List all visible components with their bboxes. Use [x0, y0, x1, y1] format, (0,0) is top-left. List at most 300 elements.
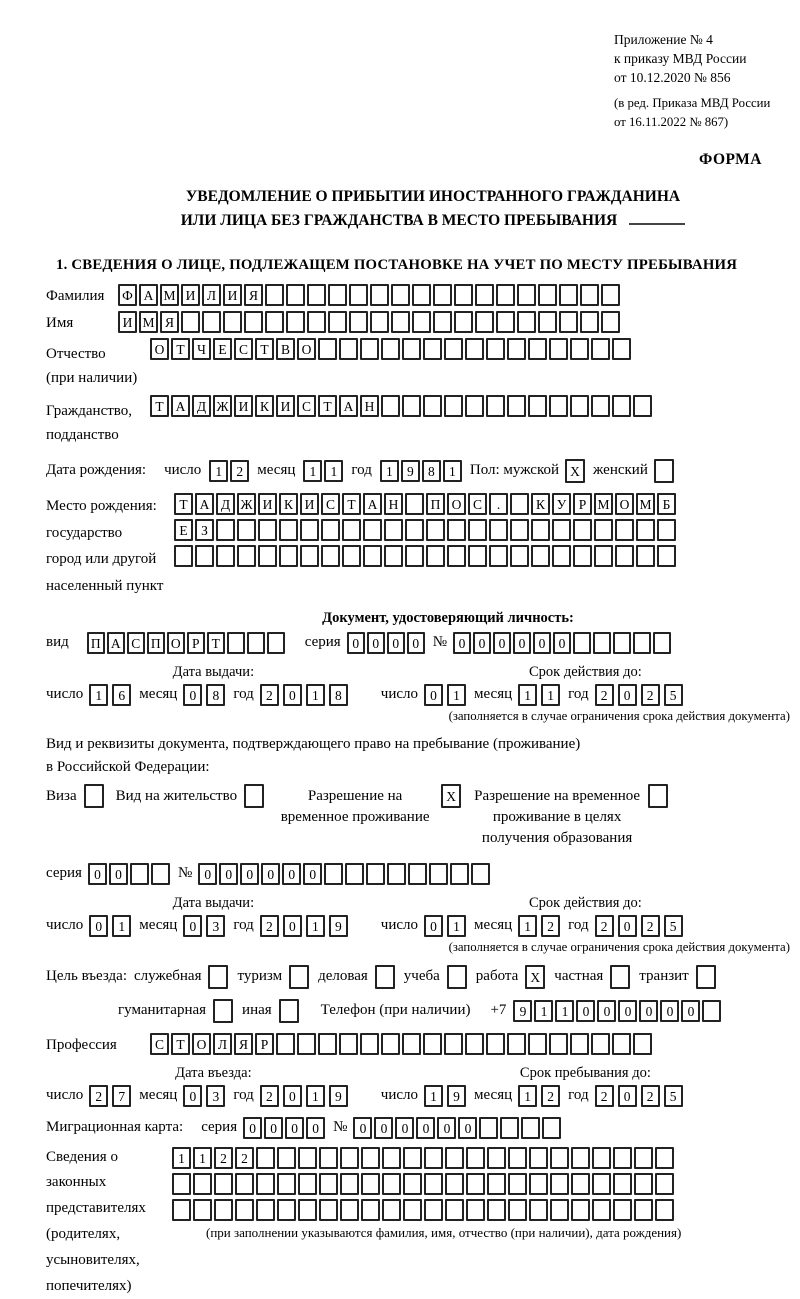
form-cell[interactable]: 1	[112, 915, 131, 937]
form-cell[interactable]	[321, 519, 340, 541]
form-cell[interactable]	[172, 1199, 191, 1221]
form-cell[interactable]: 0	[283, 1085, 302, 1107]
form-cell[interactable]: 0	[261, 863, 280, 885]
form-cell[interactable]	[486, 395, 505, 417]
form-cell[interactable]	[592, 1199, 611, 1221]
form-cell[interactable]: К	[279, 493, 298, 515]
form-cell[interactable]	[601, 311, 620, 333]
form-cell[interactable]	[468, 545, 487, 567]
form-cell[interactable]	[550, 1199, 569, 1221]
form-cell[interactable]	[426, 545, 445, 567]
form-cell[interactable]	[529, 1147, 548, 1169]
form-cell[interactable]	[298, 1147, 317, 1169]
purpose-official-checkbox[interactable]	[208, 965, 228, 989]
form-cell[interactable]	[571, 1199, 590, 1221]
form-cell[interactable]: 0	[387, 632, 405, 654]
form-cell[interactable]: 9	[513, 1000, 532, 1022]
form-cell[interactable]	[349, 284, 368, 306]
form-cell[interactable]	[570, 1033, 589, 1055]
purpose-private-checkbox[interactable]	[610, 965, 630, 989]
form-cell[interactable]	[580, 284, 599, 306]
form-cell[interactable]	[319, 1199, 338, 1221]
form-cell[interactable]	[286, 284, 305, 306]
purpose-transit-checkbox[interactable]	[696, 965, 716, 989]
form-cell[interactable]	[172, 1173, 191, 1195]
purpose-business-checkbox[interactable]	[375, 965, 395, 989]
form-cell[interactable]: Л	[213, 1033, 232, 1055]
form-cell[interactable]	[468, 519, 487, 541]
form-cell[interactable]: 2	[641, 684, 660, 706]
form-cell[interactable]	[342, 519, 361, 541]
form-cell[interactable]: 2	[541, 1085, 560, 1107]
form-cell[interactable]: 0	[513, 632, 531, 654]
form-cell[interactable]: 0	[618, 1000, 637, 1022]
form-cell[interactable]: 0	[458, 1117, 477, 1139]
form-cell[interactable]	[521, 1117, 540, 1139]
form-cell[interactable]	[424, 1199, 443, 1221]
form-cell[interactable]: М	[139, 311, 158, 333]
form-cell[interactable]	[381, 1033, 400, 1055]
form-cell[interactable]: К	[255, 395, 274, 417]
form-cell[interactable]	[360, 338, 379, 360]
form-cell[interactable]	[318, 338, 337, 360]
form-cell[interactable]	[298, 1199, 317, 1221]
form-cell[interactable]: Ж	[237, 493, 256, 515]
form-cell[interactable]	[517, 284, 536, 306]
form-cell[interactable]: 0	[597, 1000, 616, 1022]
form-cell[interactable]	[508, 1199, 527, 1221]
form-cell[interactable]	[549, 338, 568, 360]
form-cell[interactable]	[193, 1199, 212, 1221]
form-cell[interactable]	[256, 1147, 275, 1169]
form-cell[interactable]	[444, 395, 463, 417]
form-cell[interactable]	[655, 1199, 674, 1221]
form-cell[interactable]: И	[234, 395, 253, 417]
purpose-work-checkbox[interactable]: X	[525, 965, 545, 989]
form-cell[interactable]: А	[195, 493, 214, 515]
form-cell[interactable]: 0	[493, 632, 511, 654]
form-cell[interactable]	[531, 545, 550, 567]
form-cell[interactable]: 0	[639, 1000, 658, 1022]
form-cell[interactable]: 0	[681, 1000, 700, 1022]
form-cell[interactable]	[591, 395, 610, 417]
form-cell[interactable]: Т	[171, 338, 190, 360]
form-cell[interactable]	[237, 545, 256, 567]
form-cell[interactable]: Н	[384, 493, 403, 515]
form-cell[interactable]	[405, 493, 424, 515]
form-cell[interactable]	[424, 1147, 443, 1169]
form-cell[interactable]	[426, 519, 445, 541]
form-cell[interactable]: 0	[88, 863, 107, 885]
form-cell[interactable]	[214, 1199, 233, 1221]
form-cell[interactable]	[403, 1147, 422, 1169]
form-cell[interactable]: 0	[453, 632, 471, 654]
form-cell[interactable]	[486, 1033, 505, 1055]
form-cell[interactable]: 9	[329, 915, 348, 937]
form-cell[interactable]	[339, 338, 358, 360]
form-cell[interactable]	[475, 284, 494, 306]
form-cell[interactable]	[319, 1173, 338, 1195]
form-cell[interactable]: А	[339, 395, 358, 417]
form-cell[interactable]	[307, 284, 326, 306]
form-cell[interactable]: 8	[206, 684, 225, 706]
form-cell[interactable]	[634, 1199, 653, 1221]
form-cell[interactable]	[612, 338, 631, 360]
form-cell[interactable]	[237, 519, 256, 541]
form-cell[interactable]	[391, 284, 410, 306]
form-cell[interactable]	[510, 545, 529, 567]
form-cell[interactable]: 1	[518, 915, 537, 937]
form-cell[interactable]: 1	[534, 1000, 553, 1022]
form-cell[interactable]	[345, 863, 364, 885]
form-cell[interactable]: 0	[283, 684, 302, 706]
form-cell[interactable]	[552, 519, 571, 541]
form-cell[interactable]: Л	[202, 284, 221, 306]
form-cell[interactable]: 0	[109, 863, 128, 885]
form-cell[interactable]: Ф	[118, 284, 137, 306]
form-cell[interactable]	[613, 632, 631, 654]
form-cell[interactable]	[573, 519, 592, 541]
form-cell[interactable]: С	[321, 493, 340, 515]
temp-residence-education-checkbox[interactable]	[648, 784, 668, 808]
form-cell[interactable]	[423, 1033, 442, 1055]
form-cell[interactable]: С	[297, 395, 316, 417]
form-cell[interactable]: В	[276, 338, 295, 360]
form-cell[interactable]	[465, 338, 484, 360]
form-cell[interactable]	[612, 1033, 631, 1055]
form-cell[interactable]	[592, 1173, 611, 1195]
form-cell[interactable]: Н	[360, 395, 379, 417]
form-cell[interactable]	[634, 1147, 653, 1169]
form-cell[interactable]: 0	[374, 1117, 393, 1139]
form-cell[interactable]	[487, 1199, 506, 1221]
form-cell[interactable]: 8	[422, 460, 441, 482]
form-cell[interactable]: К	[531, 493, 550, 515]
form-cell[interactable]: 0	[553, 632, 571, 654]
form-cell[interactable]: О	[297, 338, 316, 360]
form-cell[interactable]: 3	[206, 1085, 225, 1107]
form-cell[interactable]: О	[615, 493, 634, 515]
form-cell[interactable]	[235, 1173, 254, 1195]
form-cell[interactable]	[489, 545, 508, 567]
form-cell[interactable]	[466, 1199, 485, 1221]
form-cell[interactable]: Р	[187, 632, 205, 654]
form-cell[interactable]	[465, 395, 484, 417]
form-cell[interactable]	[538, 311, 557, 333]
form-cell[interactable]	[247, 632, 265, 654]
form-cell[interactable]	[318, 1033, 337, 1055]
form-cell[interactable]	[479, 1117, 498, 1139]
form-cell[interactable]	[340, 1147, 359, 1169]
form-cell[interactable]	[507, 395, 526, 417]
form-cell[interactable]: 1	[447, 915, 466, 937]
form-cell[interactable]: Я	[160, 311, 179, 333]
form-cell[interactable]	[256, 1199, 275, 1221]
form-cell[interactable]	[466, 1173, 485, 1195]
form-cell[interactable]: 0	[437, 1117, 456, 1139]
form-cell[interactable]	[550, 1147, 569, 1169]
form-cell[interactable]: 9	[329, 1085, 348, 1107]
form-cell[interactable]: П	[147, 632, 165, 654]
form-cell[interactable]: Я	[234, 1033, 253, 1055]
form-cell[interactable]	[381, 395, 400, 417]
form-cell[interactable]	[549, 395, 568, 417]
form-cell[interactable]: 0	[407, 632, 425, 654]
purpose-tourism-checkbox[interactable]	[289, 965, 309, 989]
form-cell[interactable]	[580, 311, 599, 333]
form-cell[interactable]	[487, 1173, 506, 1195]
form-cell[interactable]	[328, 284, 347, 306]
form-cell[interactable]: 0	[283, 915, 302, 937]
form-cell[interactable]	[276, 1033, 295, 1055]
form-cell[interactable]	[528, 338, 547, 360]
form-cell[interactable]: 1	[447, 684, 466, 706]
form-cell[interactable]	[324, 863, 343, 885]
form-cell[interactable]	[195, 545, 214, 567]
form-cell[interactable]	[277, 1147, 296, 1169]
form-cell[interactable]: 0	[264, 1117, 283, 1139]
form-cell[interactable]: И	[276, 395, 295, 417]
visa-checkbox[interactable]	[84, 784, 104, 808]
form-cell[interactable]	[471, 863, 490, 885]
form-cell[interactable]: 0	[243, 1117, 262, 1139]
form-cell[interactable]	[381, 338, 400, 360]
form-cell[interactable]	[529, 1173, 548, 1195]
form-cell[interactable]	[615, 519, 634, 541]
form-cell[interactable]	[528, 395, 547, 417]
form-cell[interactable]	[387, 863, 406, 885]
form-cell[interactable]: 1	[555, 1000, 574, 1022]
form-cell[interactable]	[657, 545, 676, 567]
form-cell[interactable]	[486, 338, 505, 360]
form-cell[interactable]: Я	[244, 284, 263, 306]
form-cell[interactable]: 0	[347, 632, 365, 654]
form-cell[interactable]	[363, 545, 382, 567]
form-cell[interactable]: 0	[183, 915, 202, 937]
form-cell[interactable]	[258, 545, 277, 567]
form-cell[interactable]	[657, 519, 676, 541]
form-cell[interactable]	[496, 284, 515, 306]
form-cell[interactable]	[510, 493, 529, 515]
form-cell[interactable]	[361, 1173, 380, 1195]
form-cell[interactable]: 1	[424, 1085, 443, 1107]
form-cell[interactable]	[594, 545, 613, 567]
form-cell[interactable]: 0	[183, 1085, 202, 1107]
form-cell[interactable]: .	[489, 493, 508, 515]
form-cell[interactable]: 2	[595, 915, 614, 937]
form-cell[interactable]: 1	[306, 684, 325, 706]
form-cell[interactable]	[655, 1147, 674, 1169]
form-cell[interactable]	[591, 1033, 610, 1055]
form-cell[interactable]	[321, 545, 340, 567]
form-cell[interactable]: 1	[303, 460, 322, 482]
form-cell[interactable]	[633, 1033, 652, 1055]
form-cell[interactable]: 5	[664, 684, 683, 706]
form-cell[interactable]: И	[258, 493, 277, 515]
form-cell[interactable]: 0	[618, 1085, 637, 1107]
form-cell[interactable]: 0	[424, 684, 443, 706]
form-cell[interactable]	[298, 1173, 317, 1195]
form-cell[interactable]	[508, 1147, 527, 1169]
form-cell[interactable]: 1	[518, 684, 537, 706]
purpose-other-checkbox[interactable]	[279, 999, 299, 1023]
form-cell[interactable]: Б	[657, 493, 676, 515]
form-cell[interactable]: 0	[89, 915, 108, 937]
form-cell[interactable]	[433, 311, 452, 333]
form-cell[interactable]: 0	[660, 1000, 679, 1022]
form-cell[interactable]: О	[447, 493, 466, 515]
form-cell[interactable]	[286, 311, 305, 333]
form-cell[interactable]: 1	[541, 684, 560, 706]
form-cell[interactable]	[489, 519, 508, 541]
form-cell[interactable]: Т	[342, 493, 361, 515]
form-cell[interactable]: И	[181, 284, 200, 306]
form-cell[interactable]	[384, 545, 403, 567]
form-cell[interactable]: 0	[183, 684, 202, 706]
form-cell[interactable]	[402, 1033, 421, 1055]
form-cell[interactable]	[655, 1173, 674, 1195]
form-cell[interactable]: А	[171, 395, 190, 417]
form-cell[interactable]: 2	[89, 1085, 108, 1107]
form-cell[interactable]	[216, 545, 235, 567]
form-cell[interactable]	[328, 311, 347, 333]
form-cell[interactable]	[592, 1147, 611, 1169]
form-cell[interactable]: Р	[573, 493, 592, 515]
form-cell[interactable]: О	[150, 338, 169, 360]
form-cell[interactable]: 1	[209, 460, 228, 482]
form-cell[interactable]	[258, 519, 277, 541]
form-cell[interactable]: И	[223, 284, 242, 306]
form-cell[interactable]: 6	[112, 684, 131, 706]
residence-permit-checkbox[interactable]	[244, 784, 264, 808]
form-cell[interactable]	[342, 545, 361, 567]
form-cell[interactable]	[227, 632, 245, 654]
form-cell[interactable]: 0	[240, 863, 259, 885]
form-cell[interactable]: 0	[367, 632, 385, 654]
form-cell[interactable]	[277, 1199, 296, 1221]
form-cell[interactable]: О	[167, 632, 185, 654]
form-cell[interactable]	[633, 632, 651, 654]
form-cell[interactable]	[256, 1173, 275, 1195]
form-cell[interactable]	[402, 395, 421, 417]
form-cell[interactable]	[466, 1147, 485, 1169]
form-cell[interactable]: 1	[324, 460, 343, 482]
form-cell[interactable]	[429, 863, 448, 885]
form-cell[interactable]	[613, 1173, 632, 1195]
form-cell[interactable]: 0	[618, 684, 637, 706]
form-cell[interactable]: 2	[260, 684, 279, 706]
form-cell[interactable]	[552, 545, 571, 567]
form-cell[interactable]: 7	[112, 1085, 131, 1107]
form-cell[interactable]	[235, 1199, 254, 1221]
form-cell[interactable]	[570, 338, 589, 360]
form-cell[interactable]: П	[87, 632, 105, 654]
form-cell[interactable]: Е	[213, 338, 232, 360]
form-cell[interactable]: 0	[219, 863, 238, 885]
form-cell[interactable]	[279, 545, 298, 567]
form-cell[interactable]	[130, 863, 149, 885]
form-cell[interactable]: 0	[576, 1000, 595, 1022]
form-cell[interactable]	[612, 395, 631, 417]
form-cell[interactable]	[214, 1173, 233, 1195]
form-cell[interactable]: А	[107, 632, 125, 654]
form-cell[interactable]	[475, 311, 494, 333]
form-cell[interactable]: 2	[235, 1147, 254, 1169]
form-cell[interactable]	[433, 284, 452, 306]
form-cell[interactable]	[634, 1173, 653, 1195]
form-cell[interactable]: И	[118, 311, 137, 333]
form-cell[interactable]	[550, 1173, 569, 1195]
form-cell[interactable]	[412, 311, 431, 333]
form-cell[interactable]	[528, 1033, 547, 1055]
form-cell[interactable]	[447, 545, 466, 567]
form-cell[interactable]	[653, 632, 671, 654]
purpose-humanitarian-checkbox[interactable]	[213, 999, 233, 1023]
form-cell[interactable]	[507, 338, 526, 360]
form-cell[interactable]	[382, 1173, 401, 1195]
form-cell[interactable]: С	[234, 338, 253, 360]
form-cell[interactable]	[370, 311, 389, 333]
form-cell[interactable]: Е	[174, 519, 193, 541]
form-cell[interactable]	[297, 1033, 316, 1055]
form-cell[interactable]	[593, 632, 611, 654]
form-cell[interactable]	[174, 545, 193, 567]
form-cell[interactable]: 2	[230, 460, 249, 482]
form-cell[interactable]	[319, 1147, 338, 1169]
form-cell[interactable]	[193, 1173, 212, 1195]
form-cell[interactable]	[244, 311, 263, 333]
form-cell[interactable]: 2	[595, 684, 614, 706]
form-cell[interactable]: 5	[664, 1085, 683, 1107]
temp-residence-checkbox[interactable]: X	[441, 784, 461, 808]
form-cell[interactable]: И	[300, 493, 319, 515]
form-cell[interactable]	[412, 284, 431, 306]
form-cell[interactable]	[615, 545, 634, 567]
form-cell[interactable]: 5	[664, 915, 683, 937]
form-cell[interactable]: 2	[641, 915, 660, 937]
form-cell[interactable]: С	[127, 632, 145, 654]
form-cell[interactable]	[279, 519, 298, 541]
form-cell[interactable]	[570, 395, 589, 417]
form-cell[interactable]	[361, 1199, 380, 1221]
form-cell[interactable]: 0	[303, 863, 322, 885]
form-cell[interactable]: А	[363, 493, 382, 515]
form-cell[interactable]: У	[552, 493, 571, 515]
form-cell[interactable]	[366, 863, 385, 885]
form-cell[interactable]: 1	[172, 1147, 191, 1169]
form-cell[interactable]: Ж	[213, 395, 232, 417]
form-cell[interactable]	[339, 1033, 358, 1055]
form-cell[interactable]	[636, 545, 655, 567]
form-cell[interactable]: 0	[618, 915, 637, 937]
form-cell[interactable]	[571, 1173, 590, 1195]
form-cell[interactable]: М	[160, 284, 179, 306]
female-checkbox[interactable]	[654, 459, 674, 483]
form-cell[interactable]	[444, 1033, 463, 1055]
form-cell[interactable]	[702, 1000, 721, 1022]
form-cell[interactable]: 8	[329, 684, 348, 706]
form-cell[interactable]	[202, 311, 221, 333]
form-cell[interactable]: 9	[447, 1085, 466, 1107]
form-cell[interactable]	[405, 545, 424, 567]
form-cell[interactable]	[510, 519, 529, 541]
form-cell[interactable]	[405, 519, 424, 541]
form-cell[interactable]: С	[150, 1033, 169, 1055]
form-cell[interactable]: 2	[260, 915, 279, 937]
form-cell[interactable]	[559, 284, 578, 306]
form-cell[interactable]: 1	[380, 460, 399, 482]
form-cell[interactable]	[601, 284, 620, 306]
